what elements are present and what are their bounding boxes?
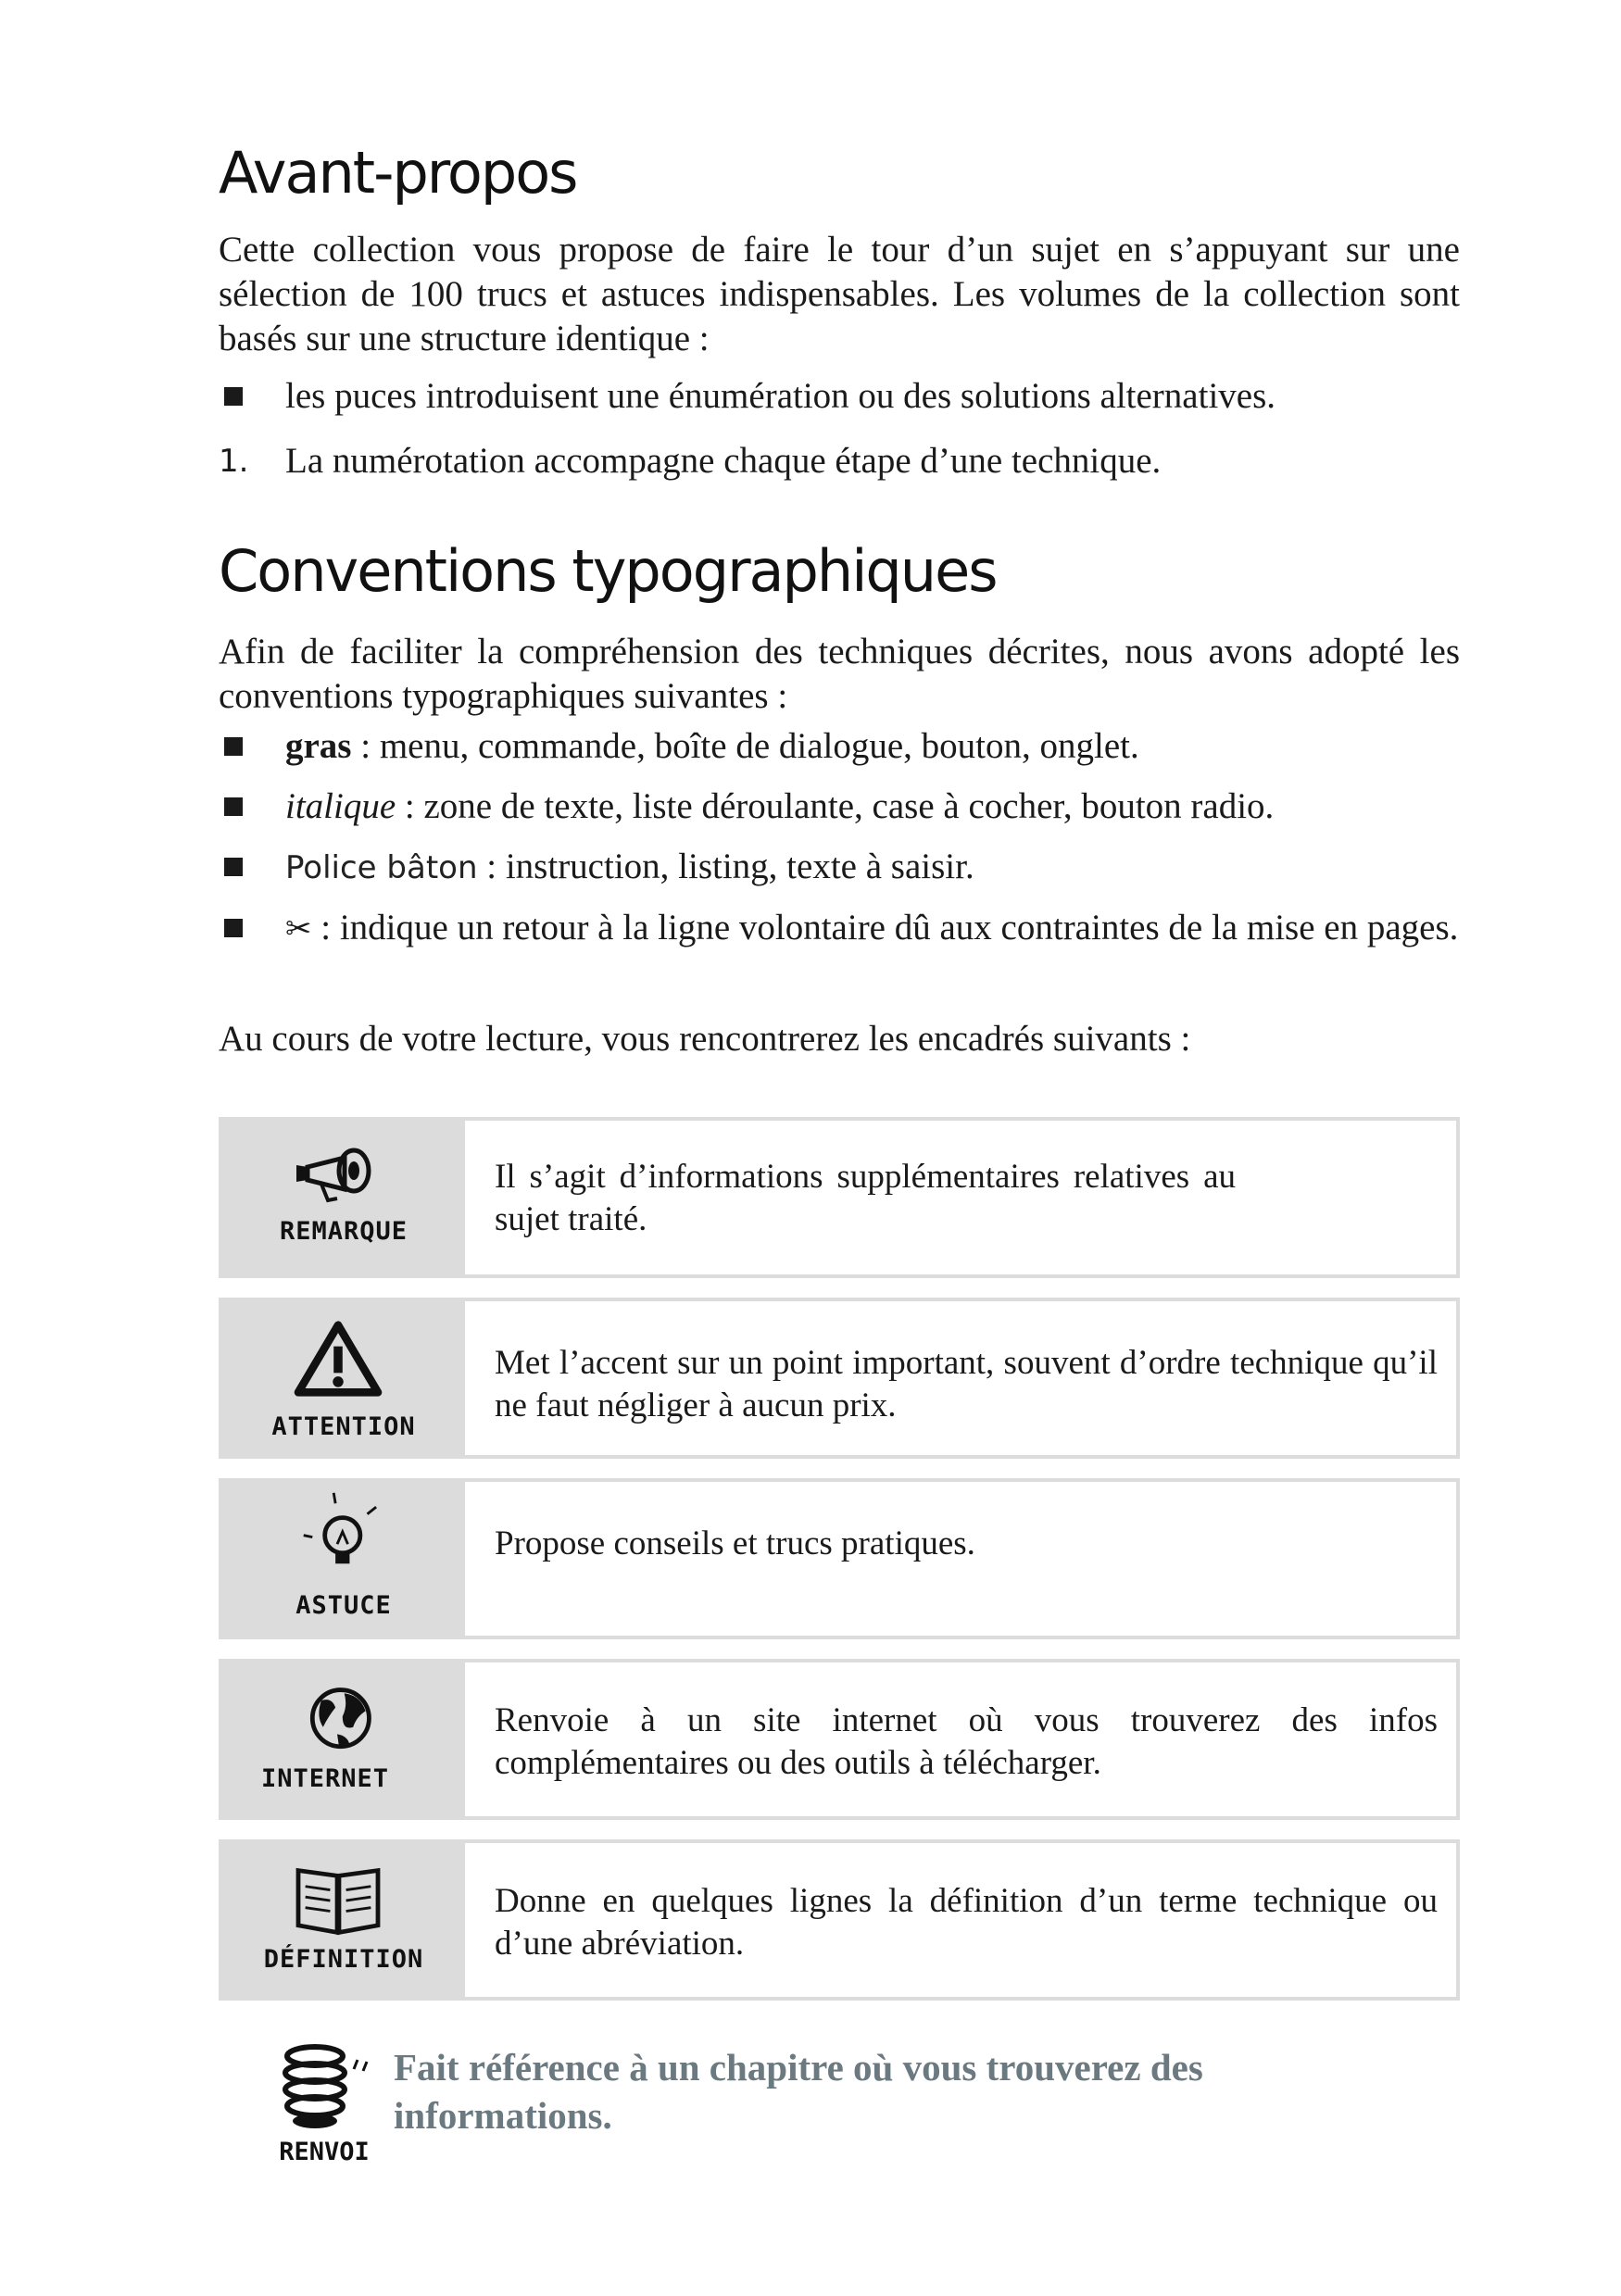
remarque-box: [219, 1117, 1460, 1278]
box-sidebar: [222, 1121, 465, 1274]
box-sidebar: [222, 1662, 465, 1816]
globe-icon: [287, 1681, 389, 1761]
renvoi-text: Fait référence à un chapitre où vous trouverez des informations.: [394, 2046, 1203, 2137]
warning-triangle-icon: [287, 1320, 389, 1399]
astuce-box: [219, 1478, 1460, 1639]
definition-box: [219, 1839, 1460, 2001]
list-item: [219, 374, 1460, 419]
square-bullet-icon: [224, 387, 243, 406]
bullet-text: les puces introduisent une énumération ou des solutions alternatives.: [285, 376, 1276, 416]
conventions-list: [219, 724, 1460, 951]
box-label: DÉFINITION: [263, 1945, 424, 1974]
list-item: [219, 439, 1460, 483]
list-item: [219, 724, 1460, 769]
list-item: [219, 845, 1460, 890]
lightbulb-icon: [287, 1489, 389, 1569]
megaphone-icon: [287, 1141, 389, 1221]
box-text: Met l’accent sur un point important, souvent d’ordre technique qu’il ne faut négliger à aucun prix.: [495, 1344, 1438, 1424]
conventions-intro: Afin de faciliter la compréhension des techniques décrites, nous avons adopté les conventions typographiques suivantes :: [219, 632, 1460, 716]
boxes-intro: Au cours de votre lecture, vous rencontrerez les encadrés suivants :: [219, 1019, 1191, 1059]
list-item: [219, 906, 1460, 951]
intro-paragraph: Cette collection vous propose de faire le tour d’un sujet en s’appuyant sur une sélection de 100 trucs et astuces indispensables. Les volumes de la collection sont basés sur une structure identique :: [219, 230, 1460, 358]
italic-term: italique: [285, 786, 396, 826]
box-text: Renvoie à un site internet où vous trouverez des infos complémentaires ou des outils à télécharger.: [495, 1701, 1438, 1782]
square-bullet-icon: [224, 919, 243, 937]
renvoi-label: RENVOI: [279, 2138, 370, 2166]
square-bullet-icon: [224, 737, 243, 756]
box-sidebar: [222, 1843, 465, 1997]
box-text: Propose conseils et trucs pratiques.: [495, 1524, 975, 1562]
avant-propos-title: Avant-propos: [219, 139, 577, 207]
numbered-text: La numérotation accompagne chaque étape d’une technique.: [285, 441, 1162, 481]
box-text: Il s’agit d’informations supplémentaires relatives au sujet traité.: [495, 1158, 1236, 1238]
list-item: [219, 784, 1460, 829]
scissors-icon: ✂: [285, 910, 312, 947]
box-sidebar: [222, 1301, 465, 1455]
box-text: Donne en quelques lignes la définition d’un terme technique ou d’une abréviation.: [495, 1882, 1438, 1963]
square-bullet-icon: [224, 858, 243, 876]
bold-term: gras: [285, 726, 352, 766]
box-label: REMARQUE: [279, 1217, 408, 1246]
item-desc: : menu, commande, boîte de dialogue, bouton, onglet.: [351, 726, 1139, 766]
box-label: ATTENTION: [271, 1412, 416, 1441]
sans-term: Police bâton: [285, 849, 478, 886]
item-desc: : instruction, listing, texte à saisir.: [477, 847, 974, 886]
attention-box: [219, 1298, 1460, 1459]
book-icon: [287, 1862, 389, 1941]
internet-box: [219, 1659, 1460, 1820]
conventions-title: Conventions typographiques: [219, 537, 997, 605]
box-label: ASTUCE: [295, 1591, 392, 1620]
item-desc: : indique un retour à la ligne volontaire dû aux contraintes de la mise en pages.: [311, 908, 1459, 947]
numbered-marker: 1.: [219, 443, 249, 480]
spring-icon: [274, 2041, 372, 2134]
square-bullet-icon: [224, 797, 243, 816]
box-sidebar: [222, 1482, 465, 1636]
item-desc: : zone de texte, liste déroulante, case à cocher, bouton radio.: [396, 786, 1275, 826]
box-label: INTERNET: [260, 1764, 390, 1793]
